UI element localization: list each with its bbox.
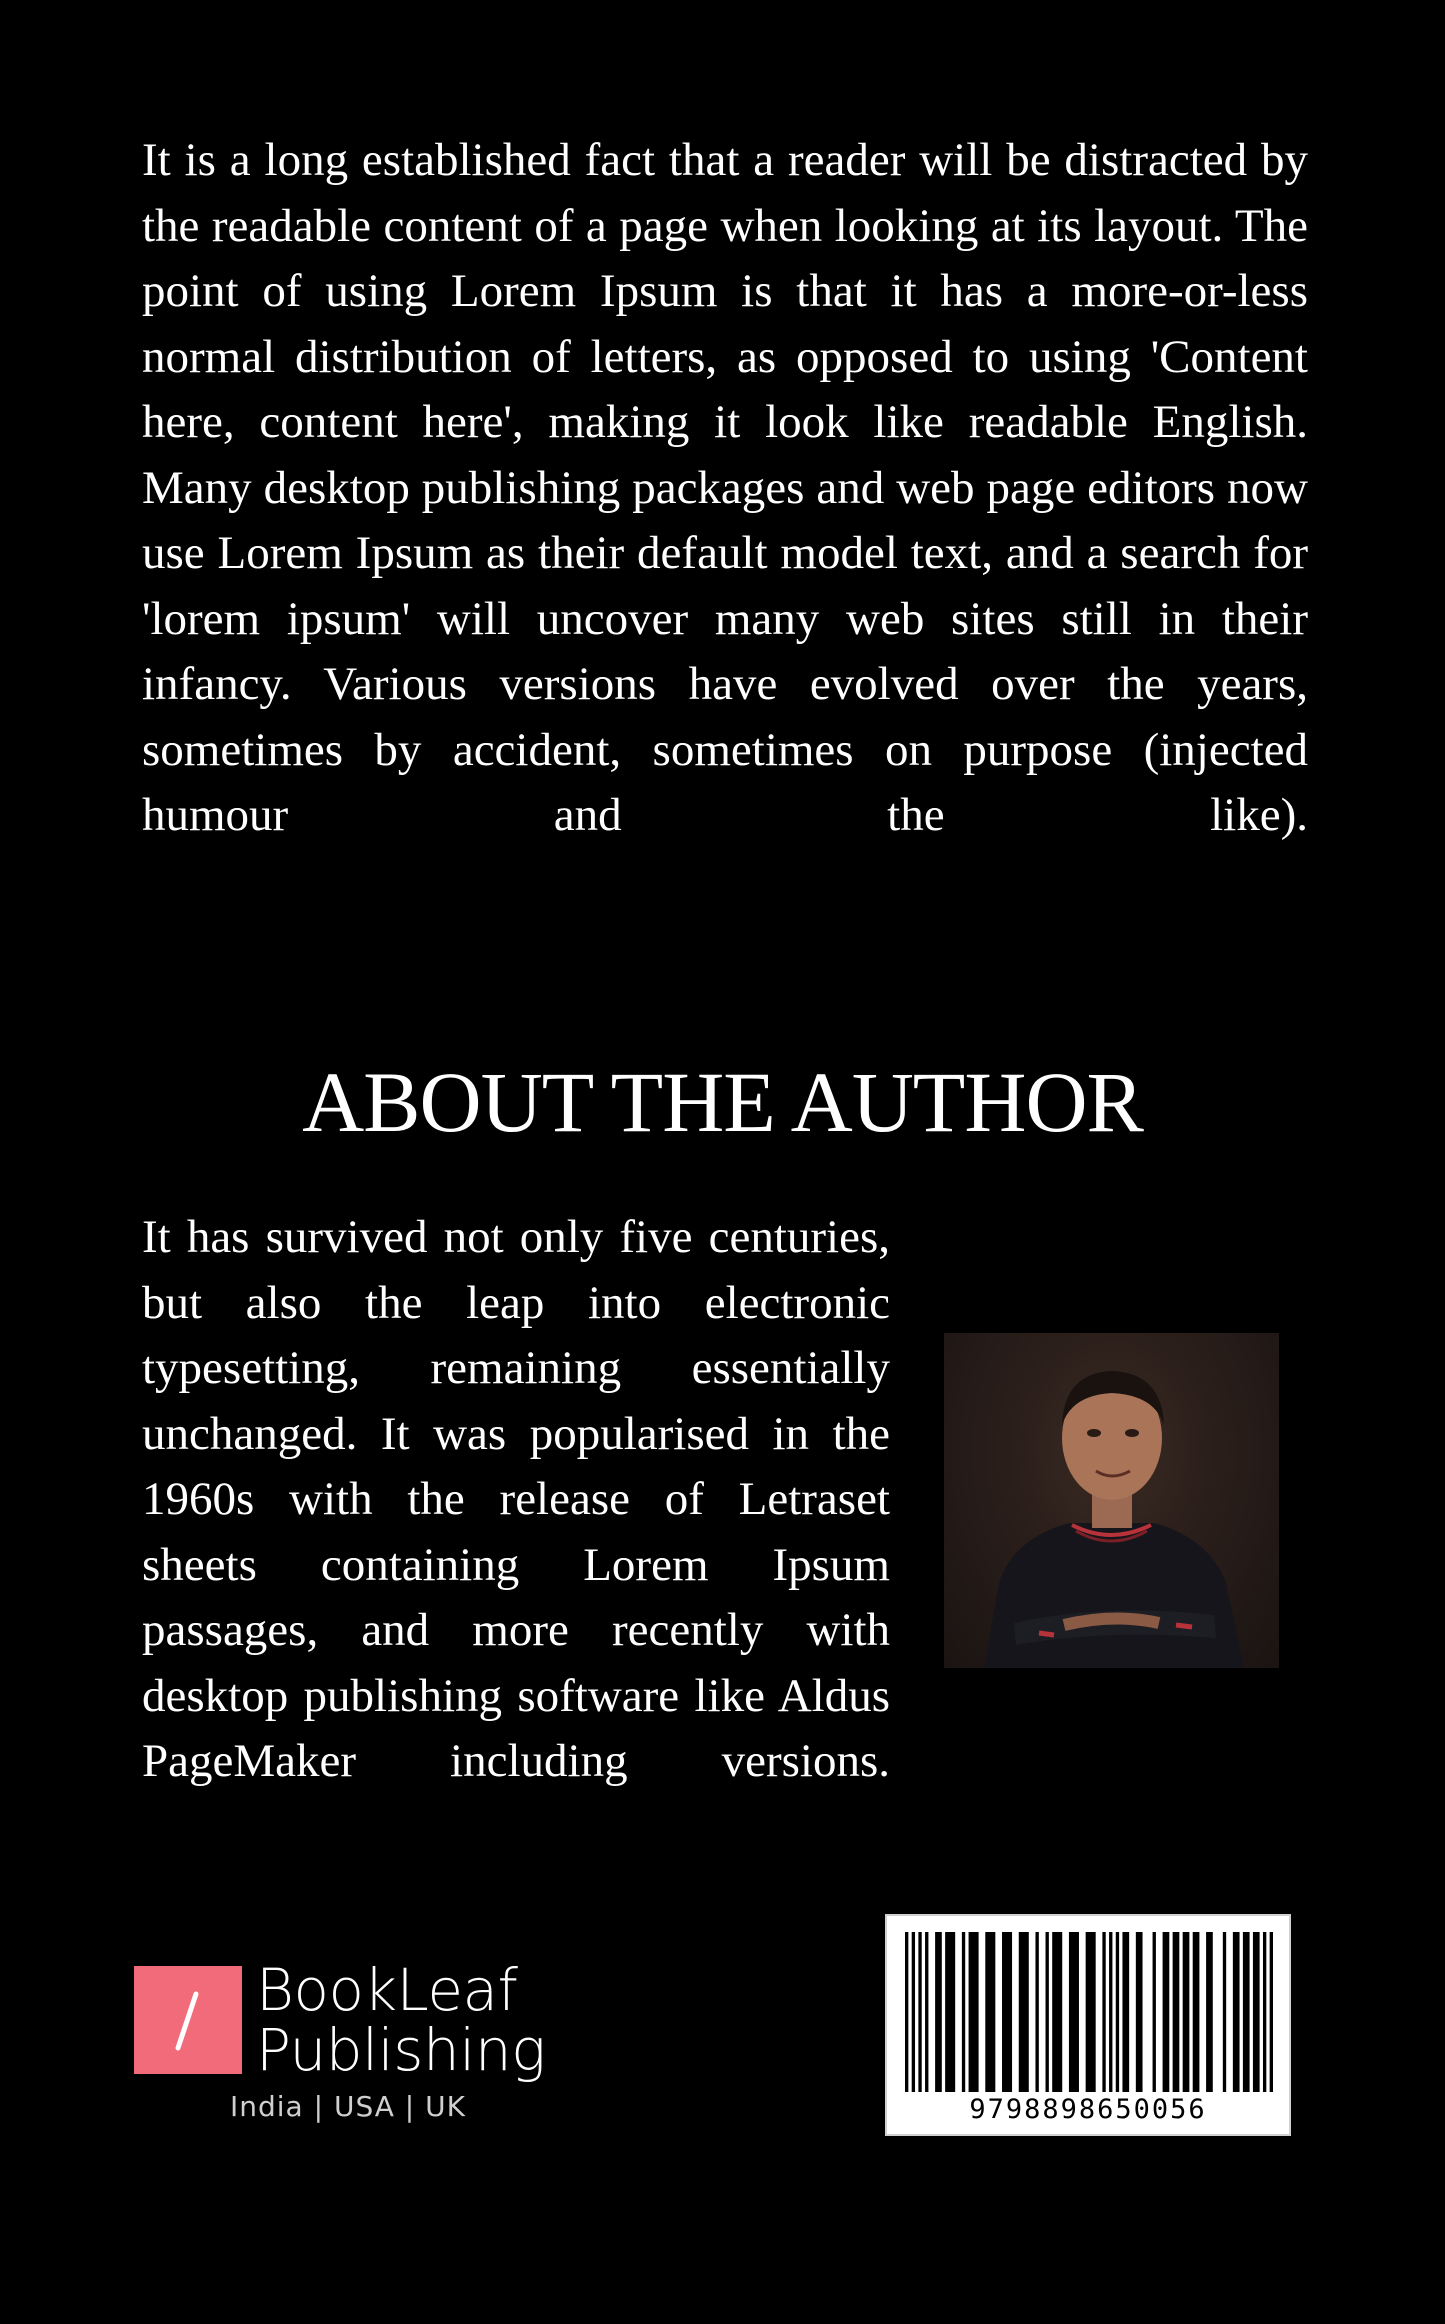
slash-icon (134, 1966, 242, 2074)
barcode-bar (1122, 1932, 1129, 2092)
barcode-bar (1223, 1932, 1226, 2092)
barcode-bar (1019, 1932, 1029, 2092)
barcode-bar (1109, 1932, 1112, 2092)
barcode-bar (1206, 1932, 1213, 2092)
barcode-bar (1183, 1932, 1190, 2092)
barcode-bar (905, 1932, 908, 2092)
barcode-bar (1153, 1932, 1156, 2092)
barcode-bar (1052, 1932, 1062, 2092)
publisher-name (256, 1956, 546, 2084)
barcode-bar (1270, 1932, 1273, 2092)
barcode-bar (1002, 1932, 1012, 2092)
isbn-number: 9798898650056 (969, 2094, 1207, 2125)
barcode-bars (905, 1932, 1273, 2092)
barcode-bar (1173, 1932, 1180, 2092)
barcode-bar (1233, 1932, 1240, 2092)
barcode-bar (1035, 1932, 1038, 2092)
barcode-bar (1116, 1932, 1119, 2092)
barcode-bar (1253, 1932, 1260, 2092)
barcode-bar (1102, 1932, 1105, 2092)
barcode-bar (1243, 1932, 1250, 2092)
barcode-bar (945, 1932, 955, 2092)
barcode-bar (1193, 1932, 1200, 2092)
barcode-bar (985, 1932, 995, 2092)
publisher-name-line1: BookLeaf (256, 1956, 518, 2024)
isbn-barcode (885, 1914, 1291, 2136)
barcode-bar (1069, 1932, 1079, 2092)
barcode-bar (918, 1932, 921, 2092)
barcode-bar (1086, 1932, 1096, 2092)
barcode-bar (1263, 1932, 1266, 2092)
barcode-bar (912, 1932, 915, 2092)
barcode-bar (962, 1932, 965, 2092)
author-bio: It has survived not only five centuries, but also the leap into electronic typesetting, remaining essentially unchanged. It was popularised in the 1960s with the release of Letraset sheets containing Lorem Ipsum passages, and more recently with desktop publishing software like Aldus PageMaker including versions. (142, 1211, 890, 1787)
author-photo (944, 1333, 1279, 1668)
about-author-heading: ABOUT THE AUTHOR (302, 1054, 1143, 1150)
barcode-bar (925, 1932, 928, 2092)
barcode-bar (969, 1932, 979, 2092)
barcode-bar (1136, 1932, 1143, 2092)
author-portrait-image (944, 1333, 1279, 1668)
barcode-bar (1163, 1932, 1170, 2092)
barcode-bar (935, 1932, 942, 2092)
book-blurb: It is a long established fact that a reader will be distracted by the readable content of a page when looking at its layout. The point of using Lorem Ipsum is that it has a more-or-less normal distribution of letters, as opposed to using 'Content here, content here', making it look like readable English. Many desktop publishing packages and web page editors now use Lorem Ipsum as their default model text, and a search for 'lorem ipsum' will uncover many web sites still in their infancy. Various versions have evolved over the years, sometimes by accident, sometimes on purpose (injected humour and the like). (142, 134, 1308, 841)
publisher-name-line2: Publishing (256, 2016, 546, 2084)
barcode-bar (1046, 1932, 1049, 2092)
publisher-logo-mark (134, 1966, 242, 2074)
publisher-logo (134, 1956, 554, 2132)
publisher-regions: India | USA | UK (230, 2090, 466, 2123)
